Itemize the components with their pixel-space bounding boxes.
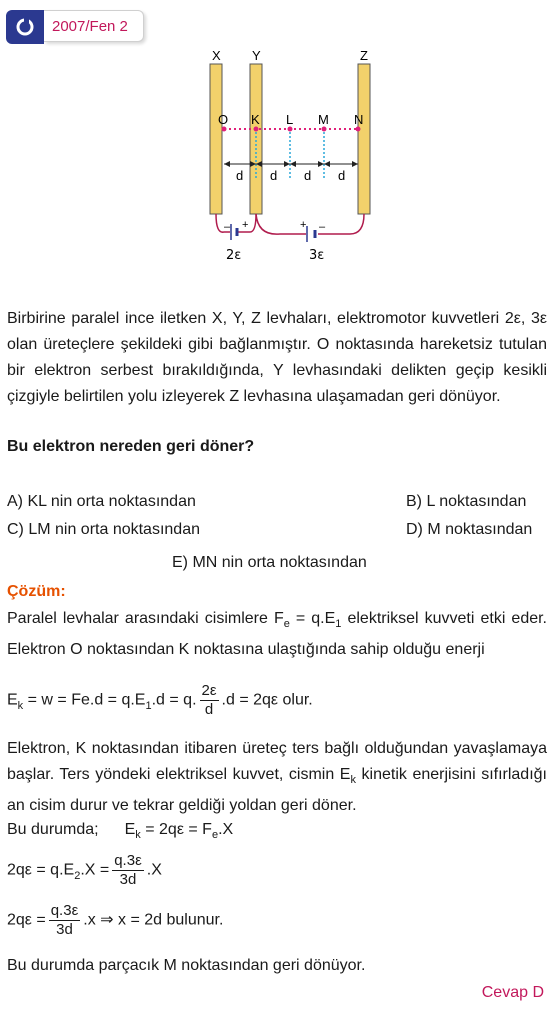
header-label: 2007/Fen 2	[44, 10, 144, 42]
fraction-2e-d: $\frac{2\varepsilon}{d}$	[201, 682, 217, 718]
spacing-label-1: d	[236, 168, 244, 183]
plate-label-x: X	[212, 48, 221, 63]
plate-label-z: Z	[360, 48, 368, 63]
option-b[interactable]: B) L noktasından	[406, 493, 527, 510]
plate-y	[250, 64, 262, 214]
equation-1: $E_k = w = Fe.d = q.E_1.d = q$. $\frac{2\varepsilon}{d}$ .d = 2qε olur.	[7, 682, 313, 718]
answer-label: Cevap D	[481, 984, 544, 1001]
solution-p2: Elektron, K noktasından itibaren üreteç ters bağlı olduğundan yavaşlamaya başlar. Ters yöndeki elektriksel kuvvet, cismin $E_k$ kinetik enerjisini sıfırladığı an cisim durur ve tekrar geldiği yoldan geri döner.	[7, 740, 547, 815]
point-label-k: K	[251, 112, 260, 127]
plate-z	[358, 64, 370, 214]
fraction-3e-3d-b: $\frac{q.3\varepsilon}{3d}$	[50, 902, 79, 938]
solution-conclusion: Bu durumda parçacık M noktasından geri dönüyor.	[7, 957, 366, 974]
spacing-label-3: d	[304, 168, 312, 183]
option-e[interactable]: E) MN nin orta noktasından	[172, 554, 367, 571]
wire-right-a	[256, 214, 306, 234]
equation-2: Bu durumda; $E_k = 2q\varepsilon = F_e.X$	[7, 821, 234, 842]
point-label-o: O	[218, 112, 229, 127]
point-label-m: M	[318, 112, 329, 127]
point-l	[288, 127, 293, 132]
battery-right-label: 3ε	[309, 248, 325, 263]
header-badge	[6, 10, 146, 44]
battery-right-plus: +	[300, 219, 307, 231]
point-label-n: N	[354, 112, 364, 127]
point-label-l: L	[286, 112, 294, 127]
plate-x	[210, 64, 222, 214]
battery-right-minus: –	[319, 221, 326, 233]
option-d[interactable]: D) M noktasından	[406, 521, 533, 538]
plate-label-y: Y	[252, 48, 261, 63]
point-n	[356, 127, 361, 132]
solution-title: Çözüm:	[7, 583, 66, 600]
fraction-3e-3d-a: $\frac{q.3\varepsilon}{3d}$	[114, 852, 142, 888]
battery-left-label: 2ε	[226, 248, 242, 263]
spacing-label-4: d	[338, 168, 346, 183]
point-m	[322, 127, 327, 132]
equation-4: 2qε = $\frac{q.3\varepsilon}{3d}$ .x ⇒ x = 2d bulunur.	[7, 902, 224, 938]
circle-arrow-icon	[6, 10, 44, 44]
equation-3: $2q\varepsilon = q.E_2.X$ = $\frac{q.3\varepsilon}{3d}$ .X	[7, 852, 162, 888]
battery-left-minus: –	[224, 221, 231, 233]
battery-left-plus: +	[242, 219, 249, 231]
question-text: Birbirine paralel ince iletken X, Y, Z levhaları, elektromotor kuvvetleri 2ε, 3ε olan üreteçlere şekildeki gibi bağlanmıştır. O noktasında hareketsiz tutulan bir elektron serbest bırakıldığında, Y levhasındaki delikten geçip kesikli çizgiyle belirtilen yolu izleyerek Z levhasına ulaşamadan geri dönüyor.	[7, 310, 547, 405]
solution-p1: Paralel levhalar arasındaki cisimlere $F_e = q.E_1$ elektriksel kuvveti etki eder. Elektron O noktasından K noktasına ulaştığında sahip olduğu enerji	[7, 610, 548, 659]
point-k	[254, 127, 259, 132]
point-o	[222, 127, 227, 132]
capacitor-diagram	[180, 44, 400, 274]
option-a[interactable]: A) KL nin orta noktasından	[7, 493, 196, 510]
question-prompt: Bu elektron nereden geri döner?	[7, 438, 255, 455]
spacing-label-2: d	[270, 168, 278, 183]
option-c[interactable]: C) LM nin orta noktasından	[7, 521, 200, 538]
